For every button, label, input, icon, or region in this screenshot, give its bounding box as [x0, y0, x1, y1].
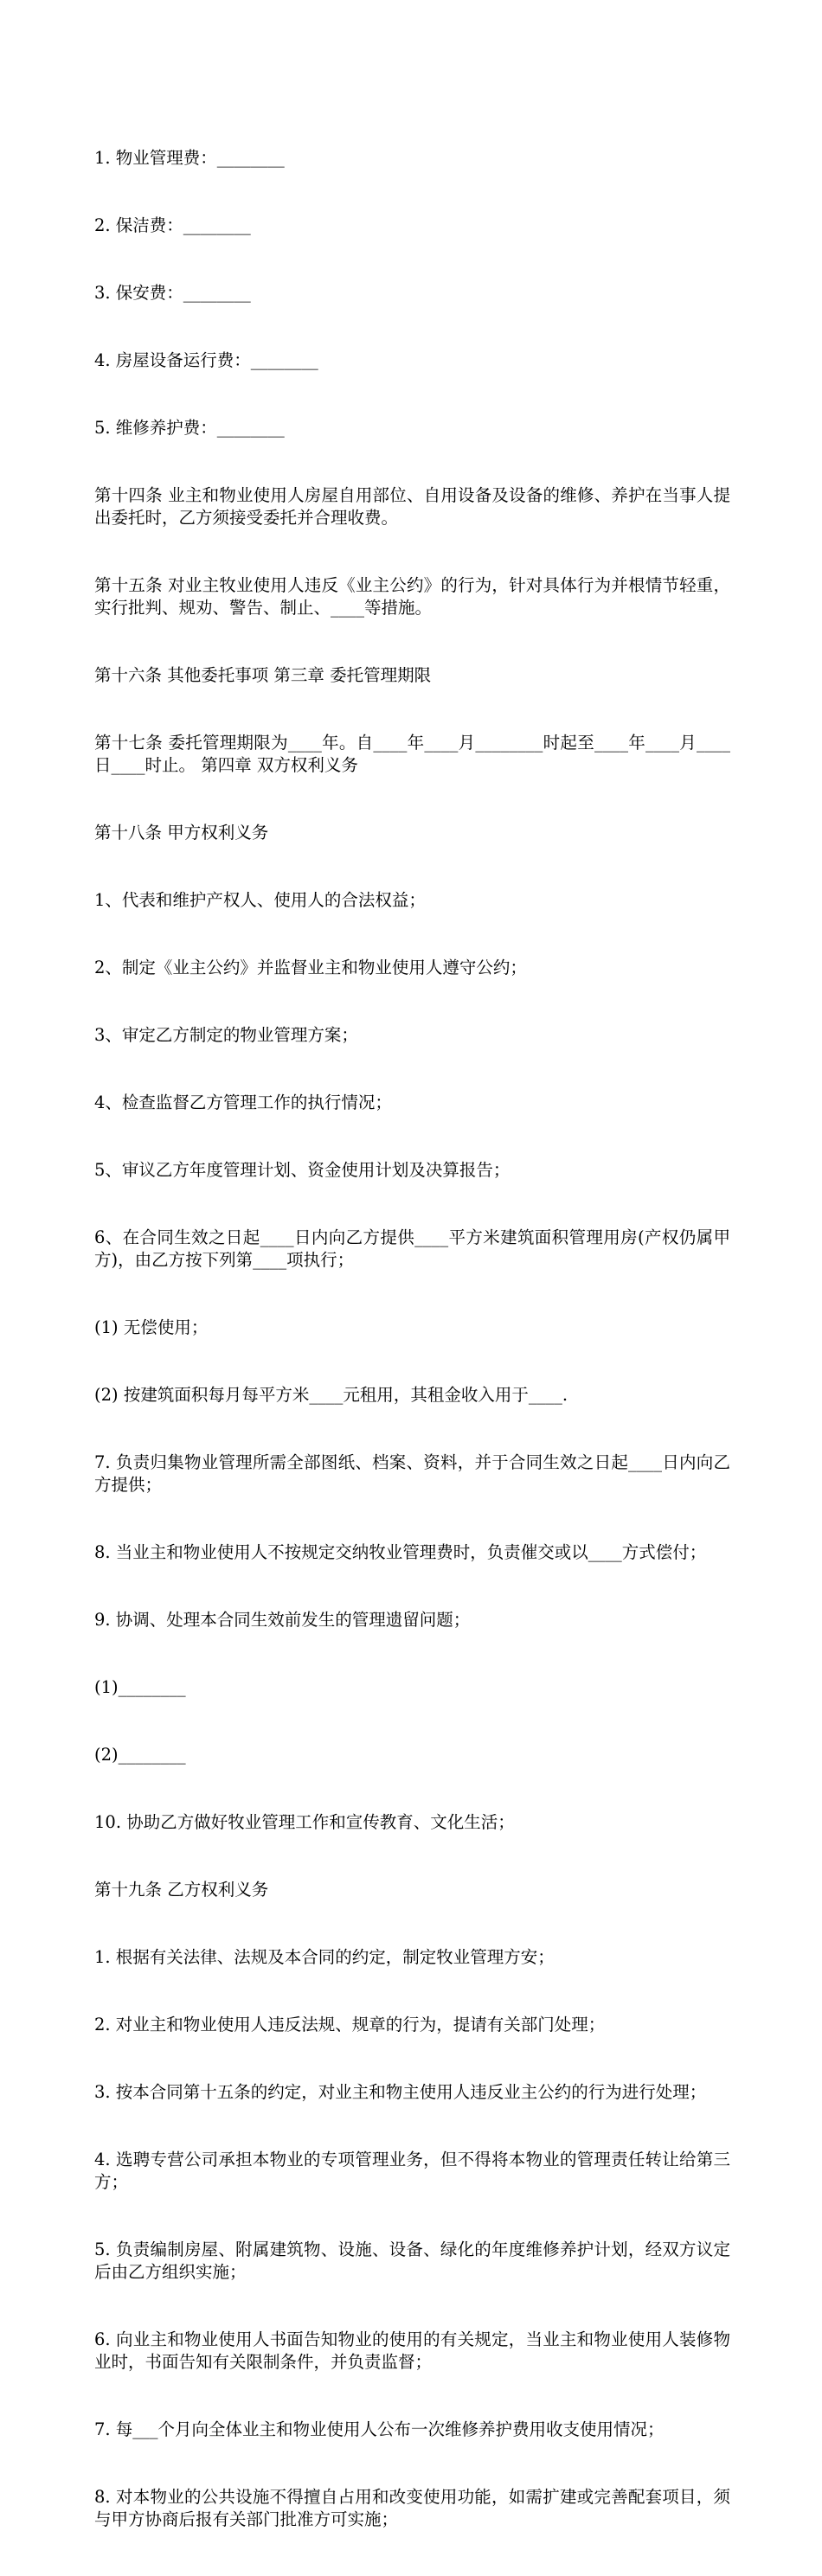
article-17: 第十七条 委托管理期限为____年。自____年____月________时起至____年____月____日____时止。 第四章 双方权利义务 — [94, 733, 730, 775]
party-a-item-7: 7. 负责归集物业管理所需全部图纸、档案、资料，并于合同生效之日起____日内向乙方提供； — [94, 1452, 730, 1495]
party-b-item-4: 4. 选聘专营公司承担本物业的专项管理业务，但不得将本物业的管理责任转让给第三方； — [94, 2150, 730, 2192]
fee-item-cleaning: 2. 保洁费：________ — [94, 215, 251, 235]
fee-item-equipment: 4. 房屋设备运行费：________ — [94, 350, 318, 370]
party-b-item-8: 8. 对本物业的公共设施不得擅自占用和改变使用功能，如需扩建或完善配套项目，须与甲方协商后报有关部门批准方可实施； — [94, 2487, 730, 2529]
party-a-item-9-sub-1: (1)________ — [94, 1677, 186, 1697]
party-a-item-3: 3、审定乙方制定的物业管理方案； — [94, 1025, 358, 1045]
party-a-item-5: 5、审议乙方年度管理计划、资金使用计划及决算报告； — [94, 1160, 511, 1180]
fee-item-management: 1. 物业管理费：________ — [94, 148, 285, 168]
party-a-item-9: 9. 协调、处理本合同生效前发生的管理遗留问题； — [94, 1610, 471, 1630]
party-a-item-2: 2、制定《业主公约》并监督业主和物业使用人遵守公约； — [94, 958, 527, 977]
fee-item-security: 3. 保安费：________ — [94, 283, 251, 303]
article-19-heading: 第十九条 乙方权利义务 — [94, 1880, 269, 1900]
party-a-item-6-sub-2: (2) 按建筑面积每月每平方米____元租用，其租金收入用于____. — [94, 1385, 568, 1405]
article-16: 第十六条 其他委托事项 第三章 委托管理期限 — [94, 665, 432, 685]
article-15: 第十五条 对业主牧业使用人违反《业主公约》的行为，针对具体行为并根情节轻重，实行批判、规劝、警告、制止、____等措施。 — [94, 575, 730, 618]
document-body — [94, 102, 730, 2576]
party-b-item-7: 7. 每___个月向全体业主和物业使用人公布一次维修养护费用收支使用情况； — [94, 2419, 665, 2439]
article-18-heading: 第十八条 甲方权利义务 — [94, 823, 269, 843]
party-b-item-3: 3. 按本合同第十五条的约定，对业主和物主使用人违反业主公约的行为进行处理； — [94, 2082, 707, 2102]
party-b-item-2: 2. 对业主和物业使用人违反法规、规章的行为，提请有关部门处理； — [94, 2015, 606, 2035]
party-a-item-6-sub-1: (1) 无偿使用； — [94, 1317, 209, 1337]
fee-item-maintenance: 5. 维修养护费：________ — [94, 418, 285, 438]
party-a-item-1: 1、代表和维护产权人、使用人的合法权益； — [94, 890, 426, 910]
party-b-item-1: 1. 根据有关法律、法规及本合同的约定，制定牧业管理方安； — [94, 1947, 555, 1967]
article-14: 第十四条 业主和物业使用人房屋自用部位、自用设备及设备的维修、养护在当事人提出委托时，乙方须接受委托并合理收费。 — [94, 485, 730, 528]
party-b-item-5: 5. 负责编制房屋、附属建筑物、设施、设备、绿化的年度维修养护计划，经双方议定后由乙方组织实施； — [94, 2240, 730, 2282]
party-a-item-6: 6、在合同生效之日起____日内向乙方提供____平方米建筑面积管理用房(产权仍属甲方)，由乙方按下列第____项执行； — [94, 1227, 730, 1270]
party-a-item-8: 8. 当业主和物业使用人不按规定交纳牧业管理费时，负责催交或以____方式偿付； — [94, 1542, 707, 1562]
party-a-item-10: 10. 协助乙方做好牧业管理工作和宣传教育、文化生活； — [94, 1812, 515, 1832]
party-b-item-6: 6. 向业主和物业使用人书面告知物业的使用的有关规定，当业主和物业使用人装修物业时，书面告知有关限制条件，并负责监督； — [94, 2329, 730, 2372]
party-a-item-4: 4、检查监督乙方管理工作的执行情况； — [94, 1093, 392, 1112]
party-a-item-9-sub-2: (2)________ — [94, 1745, 186, 1765]
